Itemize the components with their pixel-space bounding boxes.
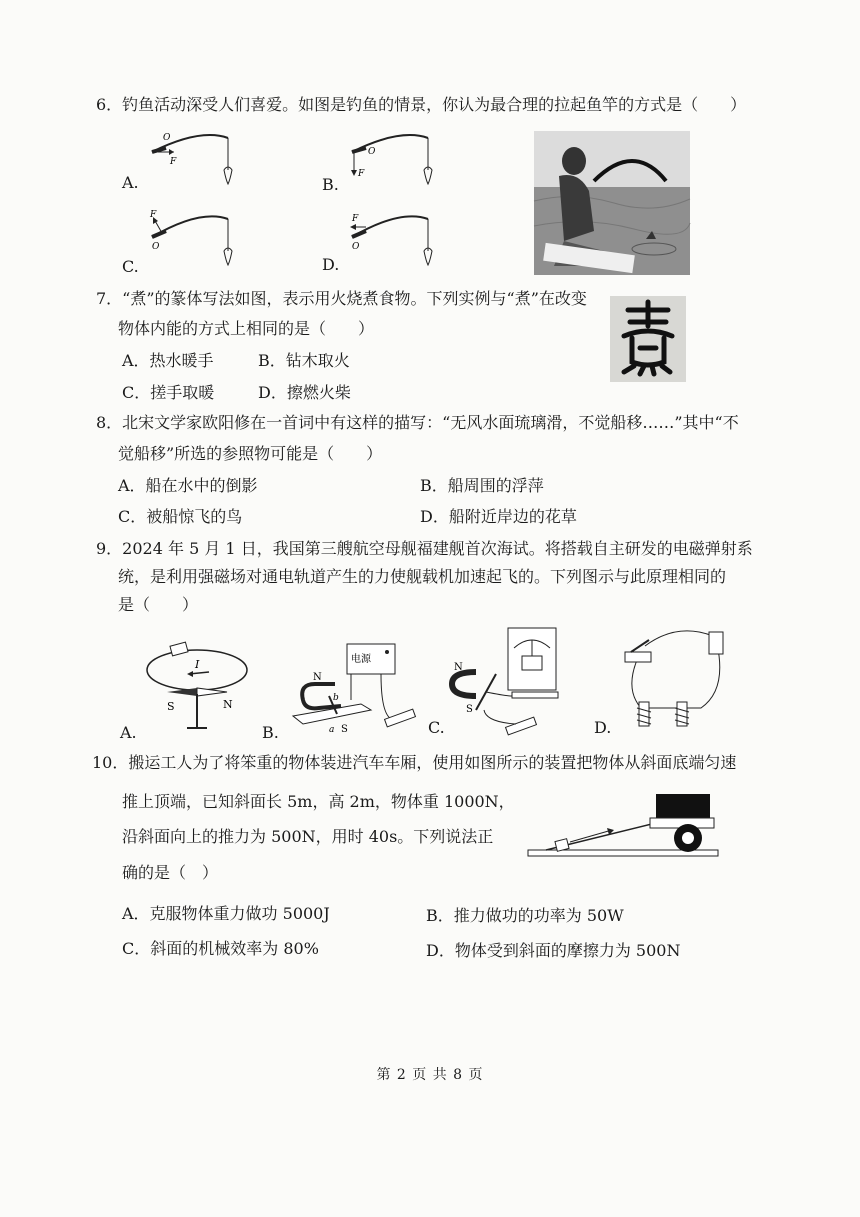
q9b-b-label: b (333, 693, 339, 703)
q6-rod-diagram-c (140, 205, 250, 280)
q9b-power-label: 电源 (351, 654, 371, 665)
q6d-f-label: F (352, 214, 359, 224)
q6a-o-label: O (163, 133, 171, 143)
q8-option-b: B．船周围的浮萍 (420, 476, 544, 495)
q9-option-a-label: A. (120, 723, 137, 742)
q9a-s-label: S (167, 700, 175, 713)
q9b-n-label: N (313, 672, 322, 683)
q9a-current-label: I (195, 658, 200, 671)
q8-option-d: D．船附近岸边的花草 (420, 507, 577, 526)
seal-script-zhu-image (610, 296, 686, 382)
q7-option-a: A．热水暖手 (122, 351, 214, 370)
q10-option-b: B．推力做功的功率为 50W (426, 906, 624, 925)
q6-stem: 6．钓鱼活动深受人们喜爱。如图是钓鱼的情景，你认为最合理的拉起鱼竿的方式是（ ） (96, 95, 747, 114)
q10-stem-line1: 10．搬运工人为了将笨重的物体装进汽车车厢，使用如图所示的装置把物体从斜面底端匀速 (92, 753, 737, 772)
q9a-n-label: N (223, 698, 233, 711)
q7-stem-line2: 物体内能的方式上相同的是（ ） (118, 319, 375, 338)
q9-option-c-label: C. (428, 718, 445, 737)
q9c-s-label: S (466, 704, 473, 715)
q6-rod-diagram-b (340, 120, 450, 195)
q6-option-d-label: D. (322, 255, 340, 274)
q9-diagram-b-motor-principle (285, 640, 425, 736)
q9-diagram-a-oersted (145, 636, 255, 734)
q8-stem-line1: 8．北宋文学家欧阳修在一首词中有这样的描写：“无风水面琉璃滑，不觉船移……”其中“不 (96, 413, 739, 432)
q9-stem-line1: 9．2024 年 5 月 1 日，我国第三艘航空母舰福建舰首次海试。将搭载自主研发的电磁弹射系 (96, 539, 753, 558)
q7-option-c: C．搓手取暖 (122, 383, 215, 402)
q9b-s-label: S (341, 724, 348, 735)
page-number-footer: 第 2 页 共 8 页 (376, 1067, 484, 1083)
q7-option-b: B．钻木取火 (258, 351, 350, 370)
q10-option-d: D．物体受到斜面的摩擦力为 500N (426, 941, 681, 960)
q6d-o-label: O (352, 242, 360, 252)
q7-option-d: D．擦燃火柴 (258, 383, 351, 402)
q8-option-a: A．船在水中的倒影 (118, 476, 258, 495)
fishing-photo (534, 131, 690, 275)
q9-diagram-c-galvanometer (446, 626, 576, 734)
q10-option-a: A．克服物体重力做功 5000J (122, 904, 330, 923)
q6-rod-diagram-a (140, 120, 250, 195)
q9-option-b-label: B. (262, 723, 279, 742)
q6b-f-label: F (358, 169, 365, 179)
q9-stem-line3: 是（ ） (118, 595, 199, 614)
q6-rod-diagram-d (340, 205, 450, 280)
q10-truck-ramp-diagram (526, 790, 720, 860)
q7-stem-line1: 7．“煮”的篆体写法如图，表示用火烧煮食物。下列实例与“煮”在改变 (96, 289, 587, 308)
q6c-f-label: F (150, 210, 157, 220)
q6a-f-label: F (170, 157, 177, 167)
q6b-o-label: O (368, 147, 376, 157)
q10-stem-line2: 推上顶端，已知斜面长 5m，高 2m，物体重 1000N， (122, 792, 515, 811)
q9c-n-label: N (454, 662, 463, 673)
q8-option-c: C．被船惊飞的鸟 (118, 507, 243, 526)
q9-option-d-label: D. (594, 718, 612, 737)
q8-stem-line2: 觉船移”所选的参照物可能是（ ） (118, 444, 383, 463)
q6-option-a-label: A. (122, 173, 139, 192)
q10-stem-line4: 确的是（ ） (122, 863, 219, 882)
q10-stem-line3: 沿斜面向上的推力为 500N，用时 40s。下列说法正 (122, 827, 494, 846)
q9b-a-label: a (329, 725, 335, 735)
q6-option-b-label: B. (322, 175, 339, 194)
q6-option-c-label: C. (122, 257, 139, 276)
q6c-o-label: O (152, 242, 160, 252)
q10-option-c: C．斜面的机械效率为 80% (122, 939, 319, 958)
q9-diagram-d-electromagnet (617, 626, 729, 730)
q9-stem-line2: 统，是利用强磁场对通电轨道产生的力使舰载机加速起飞的。下列图示与此原理相同的 (118, 567, 727, 586)
